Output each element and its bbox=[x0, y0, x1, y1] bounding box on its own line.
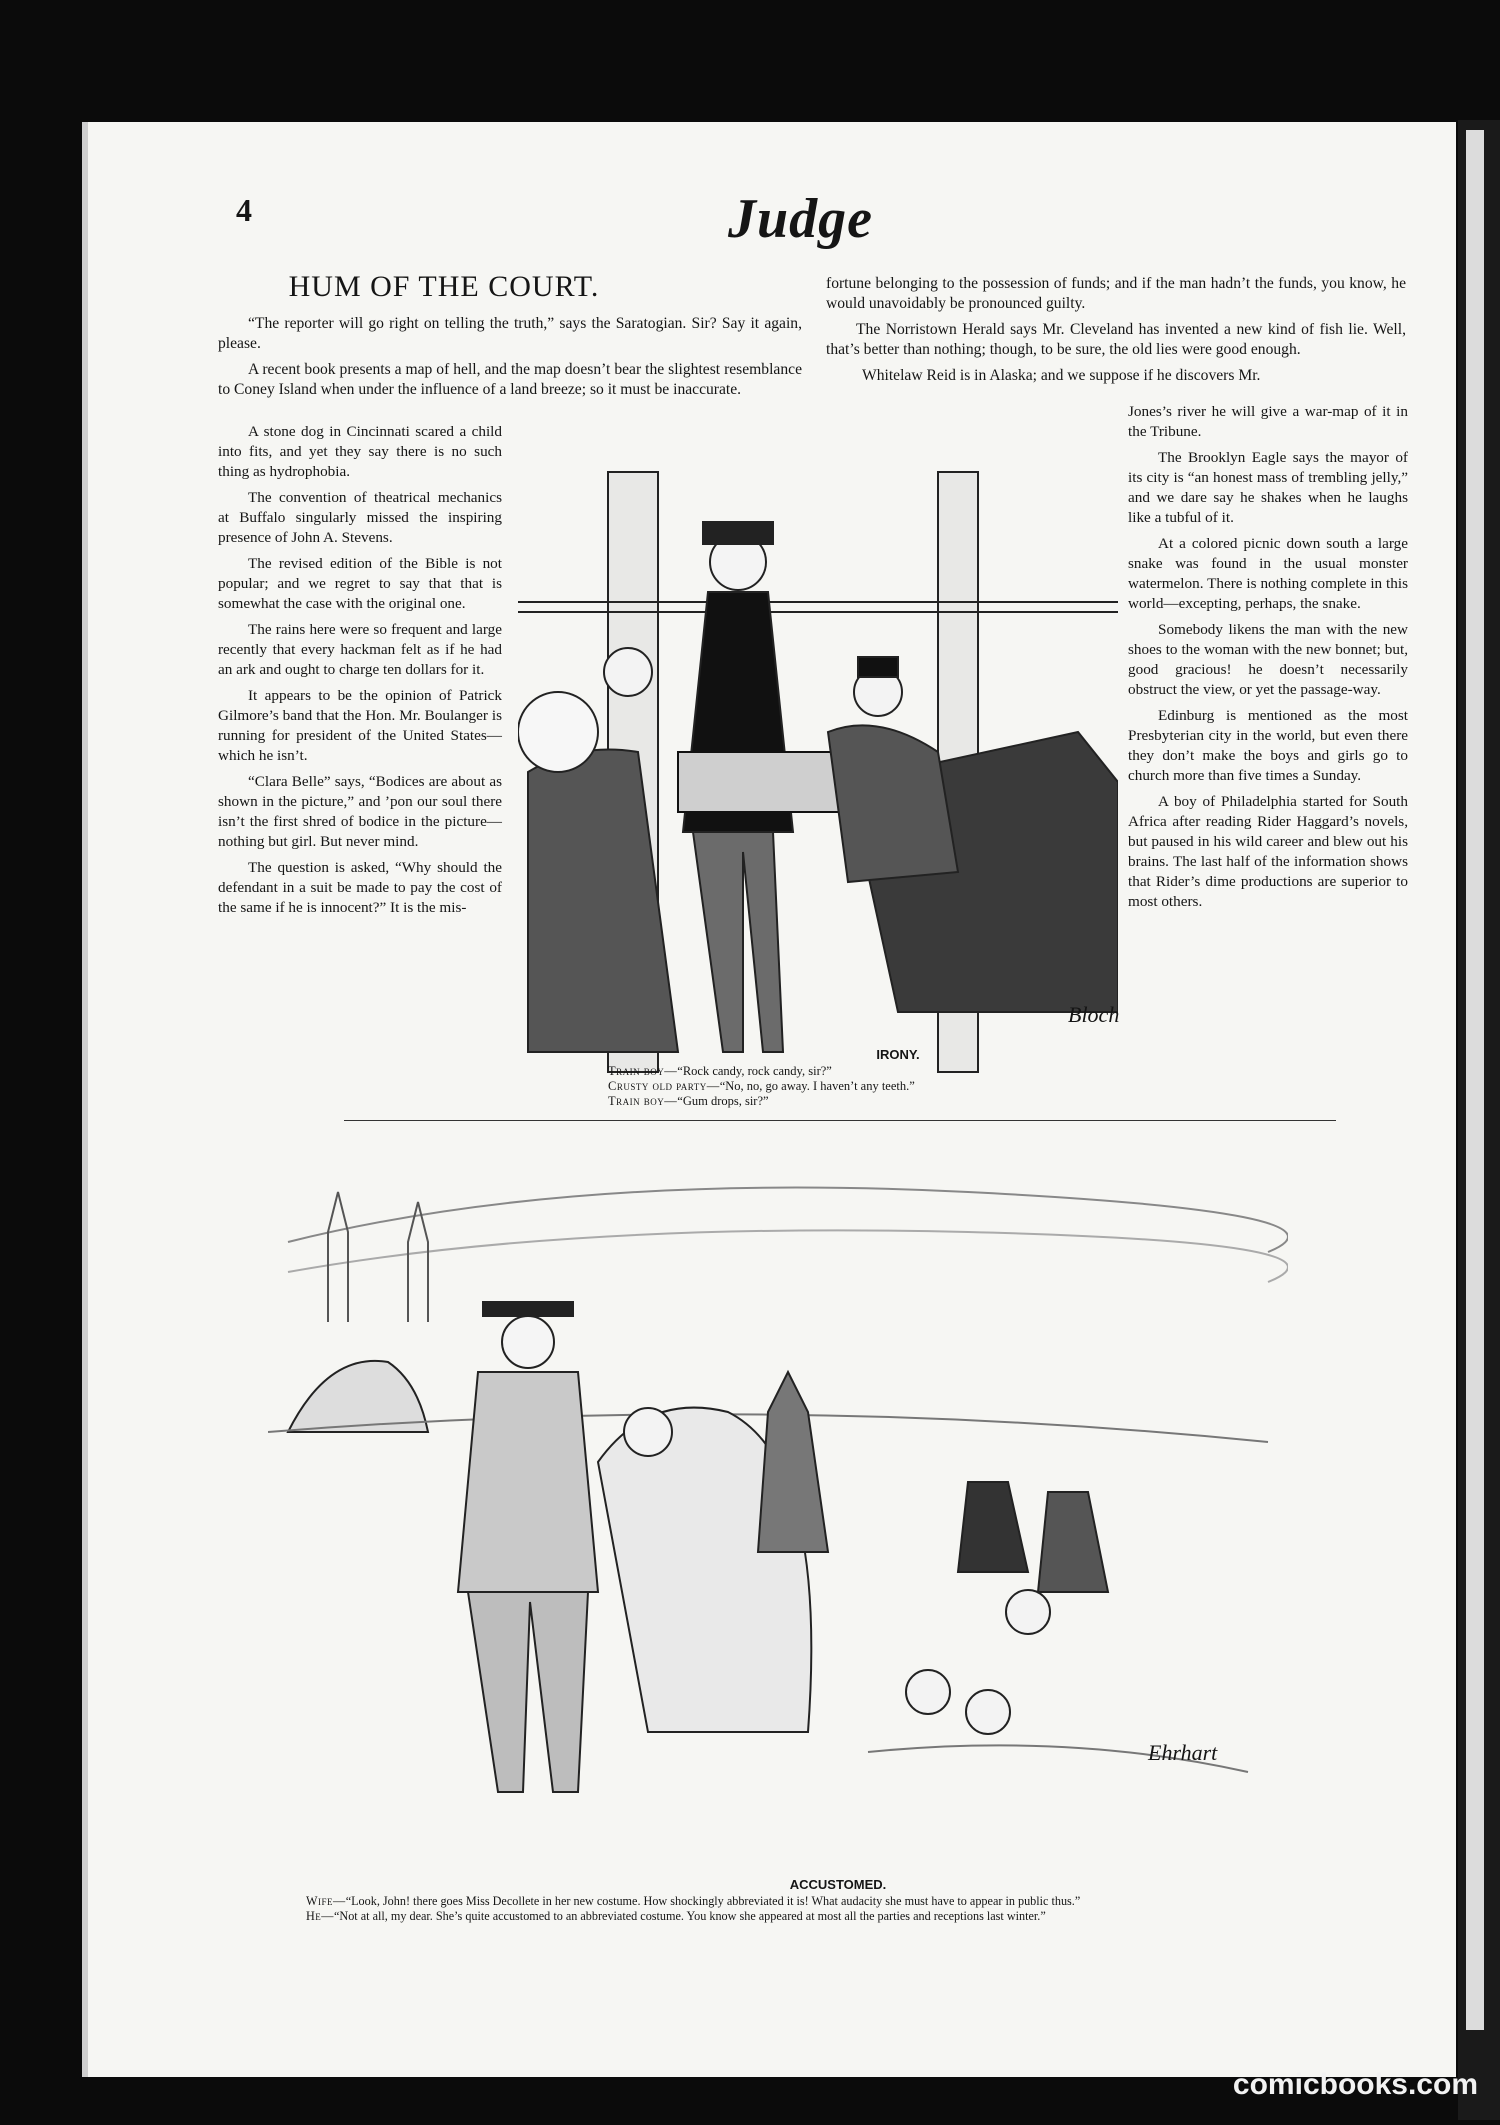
column-2-narrow bbox=[1128, 402, 1408, 918]
accustomed-caption bbox=[306, 1894, 1080, 1924]
magazine-page bbox=[82, 122, 1456, 2077]
paragraph: It appears to be the opinion of Patrick Gilmore’s band that the Hon. Mr. Boulanger is running for president of the United States—which he isn’t. bbox=[218, 687, 502, 764]
irony-caption bbox=[608, 1064, 915, 1109]
paragraph: Somebody likens the man with the new shoes to the woman with the new bonnet; but, good gracious! he doesn’t necessarily obstruct the view, or yet the passage-way. bbox=[1128, 621, 1408, 698]
next-page-edge bbox=[1466, 130, 1484, 2030]
paragraph: fortune belonging to the possession of funds; and if the man hadn’t the funds, you know, he would unavoidably be pronounced guilty. bbox=[826, 275, 1406, 312]
paragraph: “Clara Belle” says, “Bodices are about as shown in the picture,” and ’pon our soul there isn’t the first shred of bodice in the picture—nothing but girl. But never mind. bbox=[218, 773, 502, 850]
column-2-top bbox=[826, 274, 1406, 392]
paragraph: The rains here were so frequent and large recently that every hackman felt as if he had an ark and ought to charge ten dollars for it. bbox=[218, 621, 502, 678]
paragraph: The convention of theatrical mechanics at Buffalo singularly missed the inspiring presence of John A. Stevens. bbox=[218, 489, 502, 546]
paragraph: The question is asked, “Why should the defendant in a suit be made to pay the cost of the same if he is innocent?” It is the mis- bbox=[218, 859, 502, 916]
irony-illustration bbox=[518, 452, 1118, 1092]
paragraph: At a colored picnic down south a large snake was found in the usual monster watermelon. There is nothing complete in this world—excepting, perhaps, the snake. bbox=[1128, 535, 1408, 612]
article-title: HUM OF THE COURT. bbox=[288, 270, 600, 303]
page-number: 4 bbox=[236, 192, 252, 228]
column-1-narrow bbox=[218, 422, 502, 924]
paragraph: A recent book presents a map of hell, and the map doesn’t bear the slightest resemblance to Coney Island when under the influence of a land breeze; so it must be inaccurate. bbox=[218, 361, 802, 398]
caption-line: Train boy—“Rock candy, rock candy, sir?” bbox=[608, 1064, 832, 1078]
caption-line: He—“Not at all, my dear. She’s quite accustomed to an abbreviated costume. You know she appeared at most all the parties and receptions last winter.” bbox=[306, 1909, 1046, 1923]
accustomed-illustration bbox=[268, 1132, 1288, 1852]
paragraph: A stone dog in Cincinnati scared a child into fits, and yet they say there is no such thing as hydrophobia. bbox=[218, 423, 502, 480]
paragraph: A boy of Philadelphia started for South Africa after reading Rider Haggard’s novels, but paused in his wild career and blew out his brains. The last half of the information shows that Rider’s dime productions are superior to most others. bbox=[1128, 793, 1408, 910]
paragraph: The Brooklyn Eagle says the mayor of its city is “an honest mass of trembling jelly,” and we dare say he shakes when he laughs like a tubful of it. bbox=[1128, 449, 1408, 526]
accustomed-signature: Ehrhart bbox=[1148, 1740, 1218, 1765]
paragraph: “The reporter will go right on telling the truth,” says the Saratogian. Sir? Say it again, please. bbox=[218, 315, 802, 352]
irony-signature: Bloch bbox=[1068, 1002, 1120, 1027]
caption-line: Train boy—“Gum drops, sir?” bbox=[608, 1094, 769, 1108]
masthead: Judge bbox=[728, 188, 873, 250]
column-1-top bbox=[218, 314, 802, 406]
caption-line: Crusty old party—“No, no, go away. I haven’t any teeth.” bbox=[608, 1079, 915, 1093]
paragraph: The revised edition of the Bible is not popular; and we regret to say that that is somewhat the case with the original one. bbox=[218, 555, 502, 612]
paragraph: Jones’s river he will give a war-map of it in the Tribune. bbox=[1128, 403, 1408, 440]
watermark: comicbooks.com bbox=[1232, 2068, 1478, 2101]
accustomed-caption-title: ACCUSTOMED. bbox=[789, 1877, 887, 1892]
paragraph: The Norristown Herald says Mr. Cleveland has invented a new kind of fish lie. Well, that’s better than nothing; though, to be sure, the old lies were good enough. bbox=[826, 321, 1406, 358]
paragraph: Edinburg is mentioned as the most Presbyterian city in the world, but even there they don’t make the boys and girls go to church more than five times a Sunday. bbox=[1128, 707, 1408, 784]
caption-line: Wife—“Look, John! there goes Miss Decollete in her new costume. How shockingly abbreviated it is! What audacity she must have to appear in public thus.” bbox=[306, 1894, 1081, 1908]
irony-caption-title: IRONY. bbox=[876, 1047, 920, 1062]
paragraph: Whitelaw Reid is in Alaska; and we suppose if he discovers Mr. bbox=[862, 367, 1261, 384]
divider-rule bbox=[344, 1120, 1336, 1121]
